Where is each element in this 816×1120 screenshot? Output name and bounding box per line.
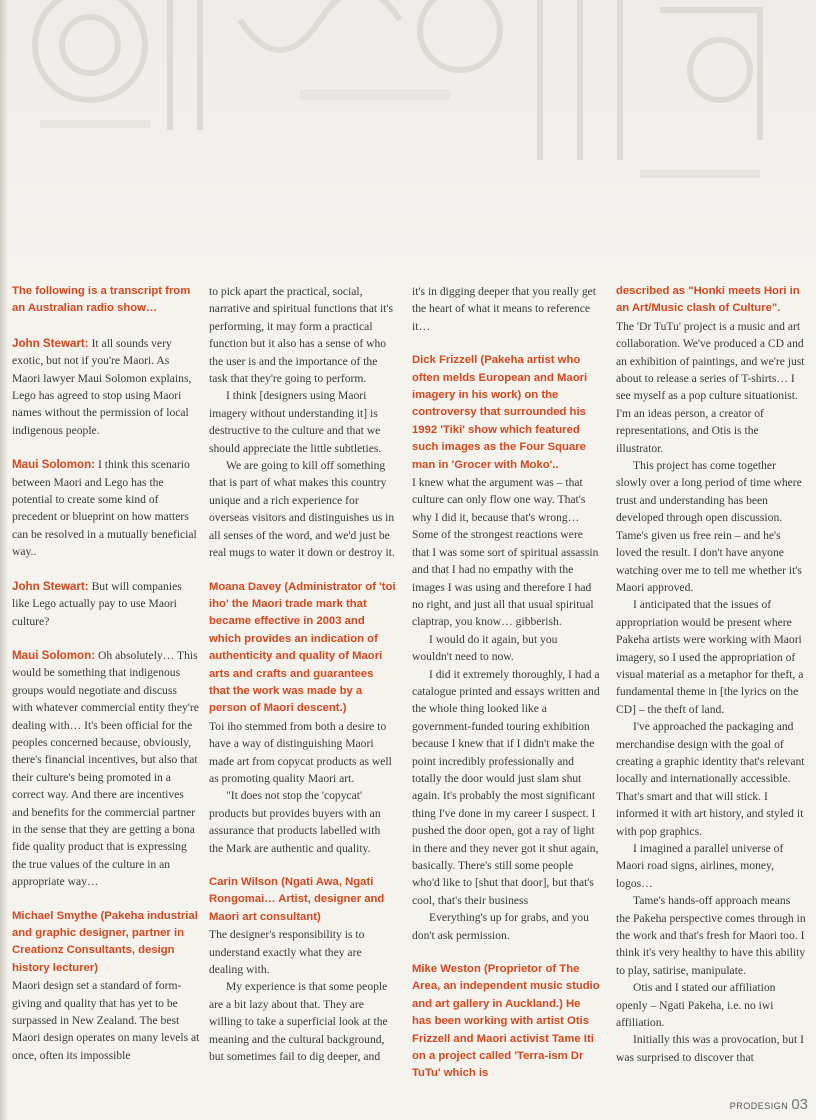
body-paragraph: Toi iho stemmed from both a desire to have a way of distinguishing Maori made art from copycat products as well as promoting quality Maori art. — [209, 719, 392, 785]
transcript-paragraph — [12, 578, 200, 630]
column-1 — [12, 283, 200, 1083]
weston-heading-continued: described as "Honki meets Hori in an Art/Music clash of Culture". — [616, 285, 800, 315]
body-paragraph: I knew what the argument was – that culture can only flow one way. That's why I did it, because that's wrong… Some of the strongest reactions were that I was some sort of spiritual assassin and that I had no empathy with the images I was using and therefore I had no right, and just all that usual spiritual claptrap, you know… gibberish. — [412, 476, 599, 629]
body-paragraph: to pick apart the practical, social, narrative and spiritual functions that it's performing, it may form a practical function but it also has a sense of who the user is and the importance of the task that they're going to perform. — [209, 285, 393, 386]
body-paragraph: I imagined a parallel universe of Maori road signs, airlines, money, logos… — [616, 842, 784, 890]
speaker-name: Maui Solomon: — [12, 648, 96, 662]
body-paragraph: I think [designers using Maori imagery without understanding it] is destructive to the culture and that we should appreciate the little subtleties. — [209, 389, 382, 455]
speaker-name: John Stewart: — [12, 579, 89, 593]
speaker-name: John Stewart: — [12, 336, 89, 350]
page-number: 03 — [791, 1096, 808, 1113]
davey-heading: Moana Davey (Administrator of 'toi iho' the Maori trade mark that became effective in 2003 and which provides an indication of authenticity and quality of Maori arts and crafts and guarantees that the work was made by a person of Maori descent.) — [209, 580, 396, 715]
publication-name: PRODESIGN — [729, 1101, 789, 1111]
body-paragraph: Maori design set a standard of form-giving and quality that has yet to be surpassed in New Zealand. The best Maori design operates on many levels at once, often its impossible — [12, 979, 200, 1062]
speaker-name: Maui Solomon: — [12, 458, 96, 472]
column-2 — [209, 283, 397, 1083]
wilson-heading: Carin Wilson (Ngati Awa, Ngati Rongomai… Artist, designer and Maori art consultant) — [209, 876, 385, 923]
body-paragraph: I've approached the packaging and merchandise design with the goal of creating a graphic identity that's relevant locally and internationally accessible. That's smart and that will stick. I informed it with art history, and styled it with pop graphics. — [616, 720, 805, 838]
decorative-graphic-icon — [0, 0, 816, 270]
page-folio — [730, 1096, 808, 1113]
body-paragraph: Initially this was a provocation, but I was surprised to discover that — [616, 1033, 804, 1064]
body-paragraph: We are going to kill off something that is part of what makes this country unique and a rich experience for overseas visitors and distinguishes us in all senses of the word, and we'd just be real mugs to water it down or destroy it. — [209, 459, 395, 560]
speaker-text: I think this scenario between Maori and Lego has the potential to create some kind of precedent or blueprint on how matters can be resolved in a mutually beneficial way.. — [12, 458, 197, 559]
weston-heading: Mike Weston (Proprietor of The Area, an independent music studio and art gallery in Auckland.) He has been working with artist Otis Frizzell and Maori activist Tame Iti on a project called 'Terra-ism Dr TuTu' which is — [412, 963, 600, 1080]
body-paragraph: it's in digging deeper that you really get the heart of what it means to reference it… — [412, 285, 596, 333]
intro-heading: The following is a transcript from an Australian radio show… — [12, 285, 191, 315]
body-paragraph: I would do it again, but you wouldn't need to now. — [412, 632, 558, 664]
column-4 — [616, 283, 806, 1083]
faded-header-artwork — [0, 0, 816, 270]
column-3 — [412, 283, 600, 1083]
body-paragraph: Otis and I stated our affiliation openly – Ngati Pakeha, i.e. no iwi affiliation. — [616, 981, 776, 1030]
body-paragraph: Everything's up for grabs, and you don't ask permission. — [412, 911, 589, 942]
speaker-text: But will companies like Lego actually pay to use Maori culture? — [12, 579, 182, 628]
transcript-paragraph — [12, 456, 200, 560]
body-paragraph: I did it extremely thoroughly, I had a catalogue printed and essays written and the whole thing looked like a government-funded touring exhibition because I knew that if I didn't make the point incredibly professionally and totally the door would just slam shut again. It's probably the most significant thing I've done in my career I suspect. I pushed the door open, got a ray of light in there and they never got it shut again, basically. There's still some people who'd like to [shut that door], but that's cool, that's their business — [412, 667, 600, 907]
body-paragraph: This project has come together slowly over a long period of time where trust and understanding has been developed through open discussion. Tame's given us free rein – and he's loved the result. I don't have anyone watching over me to tell me whether it's Maori approved. — [616, 459, 802, 594]
body-paragraph: The 'Dr TuTu' project is a music and art collaboration. We've produced a CD and an exhibition of paintings, and we're just about to release a series of T-shirts… I see myself as a pop culture situationist. I'm an ideas person, a creator of representations, and Otis is the illustrator. — [616, 319, 805, 455]
transcript-paragraph — [12, 647, 200, 891]
body-paragraph: "It does not stop the 'copycat' products but provides buyers with an assurance that products labelled with the Mark are authentic and quality. — [209, 789, 381, 855]
frizzell-heading: Dick Frizzell (Pakeha artist who often melds European and Maori imagery in his work) on the controversy that surrounded his 1992 'Tiki' show which featured such images as the Four Square man in 'Grocer with Moko'.. — [412, 354, 588, 471]
page-spine-shadow — [0, 0, 8, 1120]
speaker-text: It all sounds very exotic, but not if you're Maori. As Maori lawyer Maui Solomon explains, Lego has agreed to stop using Maori names without the permission of local indigenous people. — [12, 336, 192, 437]
transcript-paragraph — [12, 335, 200, 439]
body-paragraph: The designer's responsibility is to understand exactly what they are dealing with. — [209, 928, 365, 977]
body-paragraph: Tame's hands-off approach means the Pakeha perspective comes through in the work and that's fresh for Maori too. I think it's very healthy to have this ability to play, satirise, manipulate. — [616, 894, 806, 977]
smythe-heading: Michael Smythe (Pakeha industrial and graphic designer, partner in Creationz Consultants, design history lecturer) — [12, 909, 198, 974]
body-paragraph: My experience is that some people are a bit lazy about that. They are willing to take a superficial look at the meaning and the cultural background, but sometimes fail to dig deeper, and — [209, 980, 388, 1064]
body-paragraph: I anticipated that the issues of appropriation would be present where Pakeha artists were working with Maori imagery, so I used the appropriation of visual material as a metaphor for theft, a fundamental theme in [the lyrics on the CD] – the theft of land. — [616, 598, 804, 716]
speaker-text: Oh absolutely… This would be something that indigenous groups would negotiate and discuss with whatever commercial entity they're dealing with… It's been official for the peoples concerned because, obviously, there's financial incentives, but also that their culture's being promoted in a correct way. And there are incentives and benefits for the commercial partner in the sense that they are getting a bona fide quality product that is expressing the true values of the culture in an appropriate way… — [12, 648, 199, 889]
